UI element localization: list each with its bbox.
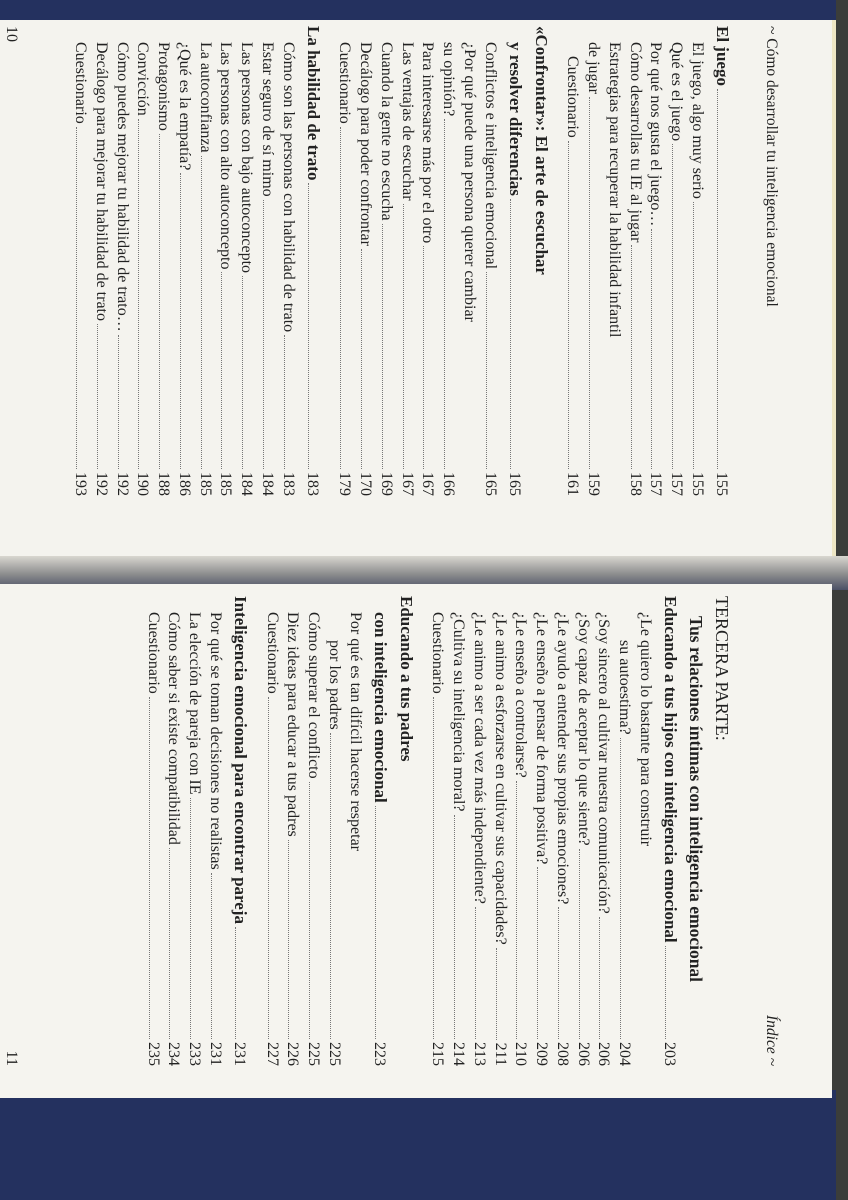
toc-page-number: 159 [585,472,603,496]
toc-page-number: 184 [259,472,276,496]
toc-entry-title: y resolver diferencias [505,42,525,196]
toc-entry-title: Para interesarse más por el otro [419,42,437,244]
toc-chapter-heading [390,596,416,1066]
toc-entry [255,26,276,496]
toc-page-number: 193 [72,472,90,496]
dot-leader [97,324,99,469]
toc-entry-title: Conflictos e inteligencia emocional [481,42,499,270]
toc-page-number: 170 [357,472,375,496]
toc-entry-title: ¿Cultiva su inteligencia moral? [450,612,468,812]
toc-entry-title: Decálogo para mejorar tu habilidad de trato [93,42,110,321]
dot-leader [263,200,265,469]
dot-leader [631,245,633,469]
toc-entry-title: Cómo superar el conflicto [305,612,323,779]
toc-entry [613,596,634,1066]
toc-page-number: 210 [512,1042,530,1066]
toc-entry-title: ¿Por qué puede una persona querer cambiar [461,42,478,322]
toc-entry [322,596,343,1066]
toc-entry [530,596,551,1066]
toc-page-number: 192 [113,472,131,496]
dot-leader [672,144,674,469]
toc-page-number: 231 [207,1042,224,1066]
dot-leader [201,156,203,469]
toc-entry-title: ¿Le enseño a controlarse? [512,612,530,778]
toc-entry-title: La autoconfianza [196,42,214,153]
right-page-content [0,596,790,1066]
section-gap [323,26,333,496]
toc-entry [478,26,499,496]
dot-leader [579,849,581,1039]
toc-page-number: 225 [305,1042,323,1066]
toc-entry-title: Cómo son las personas con habilidad de trato [279,42,297,333]
toc-page-number: 213 [471,1042,488,1066]
toc-chapter-heading [224,596,250,1066]
dot-leader [444,119,446,469]
dot-leader [211,873,213,1039]
dot-leader [486,272,488,469]
toc-page-number: 184 [238,472,256,496]
toc-entry [457,26,478,496]
toc-entry-title: ¿Qué es la empatía? [176,42,193,171]
dot-leader [190,798,192,1039]
toc-page-number: 183 [279,472,297,496]
toc-entry-title: de jugar [585,42,603,94]
toc-entry-title: ¿Le quiero lo bastante para construir [637,612,654,847]
dot-leader [510,199,512,469]
toc-page-number: 233 [186,1042,204,1066]
toc-left [69,26,733,496]
toc-entry-title: Por qué se toman decisiones no realistas [207,612,224,870]
toc-entry-title: Cuestionario [429,612,447,694]
dot-leader [496,948,498,1040]
toc-entry [633,596,654,1066]
running-header-right: Índice ~ [763,1015,780,1066]
toc-page-number: 234 [165,1042,183,1066]
toc-entry-title: por los padres [326,640,343,730]
toc-entry-title: ¿Le animo a ser cada vez más independiente? [471,612,488,904]
toc-entry [69,26,90,496]
toc-entry-title: Las personas con bajo autoconcepto [238,42,256,274]
toc-entry-title: Cuestionario [72,42,90,124]
dot-leader [693,202,695,469]
toc-entry [343,596,364,1066]
toc-entry [467,596,488,1066]
toc-entry [281,596,302,1066]
toc-entry-title: Cuestionario [336,42,354,124]
dot-leader [600,917,602,1039]
dot-leader [222,272,224,469]
toc-entry [571,596,592,1066]
dot-leader [180,173,182,469]
toc-entry [152,26,173,496]
toc-entry [374,26,395,496]
toc-entry-title: Cómo puedes mejorar tu habilidad de trato… [113,42,131,332]
toc-entry [89,26,110,496]
toc-page-number: 206 [595,1042,613,1066]
toc-entry [644,26,665,496]
dot-leader [242,276,244,469]
toc-entry [193,26,214,496]
toc-page-number: 179 [336,472,354,496]
toc-entry [509,596,530,1066]
section-gap [250,596,260,1066]
dot-leader [620,738,622,1039]
toc-entry-title: Educando a tus hijos con inteligencia emocional [661,596,680,943]
toc-entry [260,596,281,1066]
toc-entry-title: Las personas con alto autoconcepto [217,42,235,270]
toc-entry-title: Convicción [134,42,152,116]
toc-entry-title: Por qué nos gusta el juego… [647,42,665,227]
running-header-left: ~ Cómo desarrollar tu inteligencia emocional [763,26,780,307]
toc-entry-title: La habilidad de trato [303,26,323,181]
toc-entry-title: Cuando la gente no escucha [378,42,395,221]
toc-entry [141,596,162,1066]
toc-chapter-heading [706,26,732,496]
toc-entry [416,26,437,496]
toc-entry [447,596,468,1066]
toc-entry [665,26,686,496]
toc-entry-title: Educando a tus padres [396,596,416,762]
page-number-left: 10 [3,26,20,42]
toc-entry [110,26,131,496]
toc-chapter-heading [525,26,551,496]
toc-entry-title: Estrategias para recuperar la habilidad infantil [606,42,623,338]
toc-entry [131,26,152,496]
toc-entry-title: su autoestima? [616,640,634,735]
toc-page-number: 226 [284,1042,302,1066]
toc-page-number: 157 [647,472,665,496]
toc-entry-title: «Confrontar»: El arte de escuchar [531,26,551,275]
toc-page-number: 167 [419,472,437,496]
dot-leader [537,867,539,1039]
dot-leader [170,848,172,1039]
toc-entry-title: Cómo saber si existe compatibilidad [165,612,183,845]
toc-page-number: 192 [93,472,110,496]
toc-entry-title: Protagonismo [155,42,173,131]
toc-page-number: 206 [574,1042,592,1066]
dot-leader [454,815,456,1040]
toc-entry [426,596,447,1066]
toc-page-number: 165 [505,472,523,496]
toc-chapter-heading [364,596,390,1066]
toc-page-number: 155 [713,472,730,496]
toc-entry [602,26,623,496]
toc-page-number: 165 [481,472,499,496]
part-title: Tus relaciones íntimas con inteligencia emocional [686,616,706,983]
toc-page-number: 223 [370,1042,388,1066]
toc-page-number: 231 [231,1042,248,1066]
dot-leader [558,907,560,1039]
toc-entry-title: Decálogo para poder confrontar [357,42,375,246]
toc-page-number: 167 [398,472,416,496]
toc-entry [214,26,235,496]
toc-entry [354,26,375,496]
toc-page-number: 235 [144,1042,162,1066]
toc-entry-title: su opinión? [440,42,458,117]
toc-chapter-heading [654,596,680,1066]
dot-leader [382,224,384,469]
toc-entry [592,596,613,1066]
toc-entry-title: Las ventajas de escuchar [398,42,416,201]
toc-entry-title: Por qué es tan difícil hacerse respetar [346,612,364,852]
toc-page-number: 209 [533,1042,551,1066]
dot-leader [76,127,78,469]
toc-entry [235,26,256,496]
toc-entry-title: El juego [713,26,732,86]
toc-page-number: 225 [326,1042,343,1066]
toc-entry-title: Cuestionario [263,612,281,694]
toc-page-number: 157 [668,472,686,496]
toc-page-number: 166 [440,472,458,496]
section-gap [416,596,426,1066]
toc-page-number: 190 [134,472,152,496]
toc-entry [550,596,571,1066]
dot-leader [149,697,151,1039]
dot-leader [652,229,654,469]
dot-leader [289,840,291,1039]
toc-entry-title: con inteligencia emocional [370,612,390,803]
toc-page-number: 161 [564,472,582,496]
dot-leader [268,697,270,1039]
left-page-content [0,26,790,496]
book-cover-edge-bottom [0,1090,836,1200]
toc-page-number: 155 [689,472,706,496]
toc-entry [162,596,183,1066]
toc-page-number: 183 [303,472,321,496]
toc-page-number: 169 [378,472,395,496]
toc-entry-title: Cómo desarrollas tu IE al jugar [626,42,644,243]
dot-leader [309,782,311,1039]
dot-leader [139,119,141,469]
toc-entry [183,596,204,1066]
part-label: TERCERA PARTE: [712,596,732,741]
toc-entry [172,26,193,496]
dot-leader [235,927,237,1039]
toc-entry-title: Diez ideas para educar a tus padres [284,612,302,837]
dot-leader [308,183,310,469]
toc-page-number: 214 [450,1042,468,1066]
dot-leader [341,127,343,469]
toc-entry-title: ¿Soy sincero al cultivar nuestra comunicación? [595,612,613,914]
toc-entry [685,26,706,496]
dot-leader [517,781,519,1039]
toc-entry-title: ¿Soy capaz de aceptar lo que siente? [574,612,592,846]
dot-leader [717,89,719,469]
toc-page-number: 227 [263,1042,281,1066]
toc-entry [203,596,224,1066]
toc-entry-title: El juego, algo muy serio [689,42,706,199]
toc-entry-title: Inteligencia emocional para encontrar pareja [231,596,250,924]
toc-entry [437,26,458,496]
dot-leader [424,246,426,469]
dot-leader [330,733,332,1039]
dot-leader [434,697,436,1039]
section-gap [551,26,561,496]
toc-entry-title: La elección de pareja con IE [186,612,204,795]
toc-chapter-heading [297,26,323,496]
dot-leader [589,97,591,469]
toc-entry-title: ¿Le enseño a pensar de forma positiva? [533,612,551,865]
toc-entry [561,26,582,496]
toc-page-number: 211 [491,1042,509,1066]
toc-entry [582,26,603,496]
dot-leader [284,335,286,469]
toc-entry [395,26,416,496]
toc-page-number: 185 [217,472,235,496]
toc-page-number: 186 [176,472,193,496]
toc-entry [488,596,509,1066]
toc-page-number: 185 [196,472,214,496]
dot-leader [403,204,405,469]
page-number-right: 11 [3,1050,20,1066]
dot-leader [569,141,571,469]
toc-chapter-heading [499,26,525,496]
toc-entry-title: ¿Le ayudo a entender sus propias emociones? [554,612,571,905]
dot-leader [375,806,377,1039]
dot-leader [159,134,161,469]
toc-page-number: 203 [661,1042,678,1066]
toc-page-number: 215 [429,1042,447,1066]
toc-entry-title: Cuestionario [144,612,162,694]
toc-entry [623,26,644,496]
toc-entry-title: Estar seguro de sí mimo [259,42,276,197]
toc-entry [276,26,297,496]
dot-leader [361,249,363,469]
toc-page-number: 188 [155,472,173,496]
toc-right [141,596,732,1066]
toc-page-number: 158 [626,472,644,496]
dot-leader [118,335,120,469]
toc-page-number: 208 [554,1042,571,1066]
toc-entry-title: Cuestionario [564,56,582,138]
dot-leader [665,946,667,1039]
toc-entry [302,596,323,1066]
toc-entry-title: Qué es el juego [668,42,686,142]
toc-entry [333,26,354,496]
toc-entry-title: ¿Le animo a esforzarse en cultivar sus capacidades? [491,612,509,945]
toc-page-number: 204 [616,1042,634,1066]
dot-leader [475,907,477,1039]
